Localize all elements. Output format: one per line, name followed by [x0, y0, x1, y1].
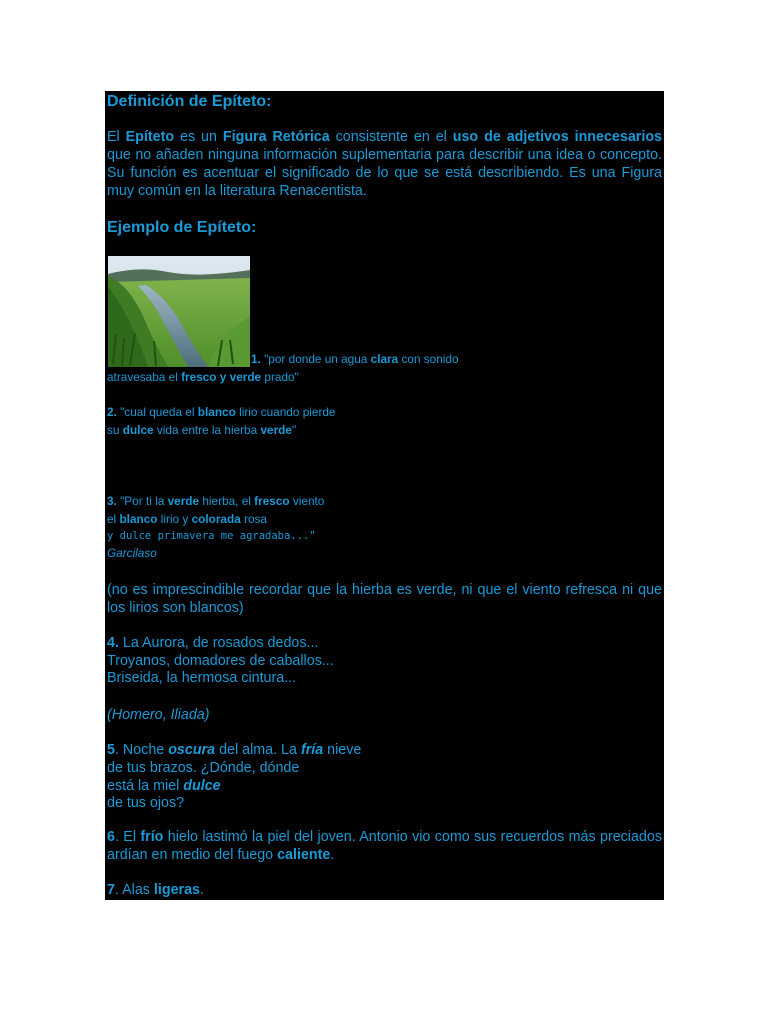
example-number: 5 — [107, 742, 115, 758]
bold-term: uso de adjetivos innecesarios — [452, 129, 663, 145]
example-3-line-3: y dulce primavera me agradaba..." — [107, 530, 316, 542]
text: "Por ti la — [116, 494, 168, 508]
example-heading: Ejemplo de Epíteto: — [107, 219, 257, 236]
stream-meadow-photo — [108, 256, 250, 367]
example-3-line-2 — [107, 511, 267, 529]
example-5-line-2: de tus brazos. ¿Dónde, dónde — [107, 760, 300, 776]
text: atravesaba el — [107, 370, 182, 384]
epithet: fresco y verde — [181, 370, 262, 384]
example-5-line-1 — [107, 741, 361, 759]
epithet: colorada — [191, 512, 241, 526]
epithet: clara — [370, 352, 399, 366]
example-number: 1. — [251, 352, 261, 366]
document-body — [105, 91, 664, 900]
epithet: verde — [260, 423, 292, 437]
example-number: 4. — [107, 635, 119, 651]
example-5-line-3 — [107, 777, 221, 795]
epithet: ligeras — [153, 882, 201, 898]
text: que no añaden ninguna información suplementaria para describir una idea o concepto. Su función es acentuar el significado de lo que se está describiendo. Es una Figura muy común en la literatura Renacentista. — [107, 147, 662, 199]
example-7-line — [107, 881, 204, 899]
epithet: blanco — [197, 405, 236, 419]
example-number: 6 — [107, 829, 115, 845]
text: del alma. La — [215, 742, 301, 758]
text: . El — [114, 829, 141, 845]
bold-term: Epíteto — [125, 129, 175, 145]
text: está la miel — [107, 778, 184, 794]
epithet: caliente — [277, 847, 331, 863]
example-number: 7 — [107, 882, 115, 898]
text: su — [107, 423, 123, 437]
example-6-paragraph — [107, 828, 662, 864]
text: . — [330, 847, 335, 863]
example-3-line-1 — [107, 493, 324, 511]
text: lirio y — [157, 512, 192, 526]
text: nieve — [323, 742, 362, 758]
text: . Noche — [114, 742, 169, 758]
note-paragraph: (no es imprescindible recordar que la hierba es verde, ni que el viento refresca ni que los lirios son blancos) — [107, 582, 662, 616]
definition-paragraph — [107, 128, 662, 200]
text: prado" — [261, 370, 299, 384]
text: "cual queda el — [116, 405, 198, 419]
text: consistente en el — [329, 129, 453, 145]
text: . Alas — [114, 882, 154, 898]
text: vida entre la hierba — [153, 423, 261, 437]
example-4-line-3: Briseida, la hermosa cintura... — [107, 670, 297, 686]
epithet: blanco — [119, 512, 158, 526]
example-number: 3. — [107, 494, 117, 508]
text: es un — [174, 129, 223, 145]
example-3-author: Garcilaso — [107, 546, 157, 560]
text: "por donde un agua — [260, 352, 371, 366]
example-2-line-2 — [107, 422, 296, 440]
text: lirio cuando pierde — [235, 405, 336, 419]
example-1-line-2 — [107, 369, 299, 387]
epithet: verde — [167, 494, 200, 508]
text: con sonido — [398, 352, 459, 366]
epithet: dulce — [183, 778, 221, 794]
example-1-line-1 — [251, 351, 459, 369]
text: hierba, el — [199, 494, 255, 508]
text: hielo lastimó la piel del joven. Antonio vio como sus recuerdos más preciados ardían en medio del fuego — [107, 829, 662, 863]
example-4-source: (Homero, Iliada) — [107, 707, 210, 723]
text: La Aurora, de rosados dedos... — [118, 635, 319, 651]
text: " — [291, 423, 297, 437]
example-4-line-2: Troyanos, domadores de caballos... — [107, 653, 334, 669]
epithet: fresco — [254, 494, 290, 508]
text: viento — [289, 494, 325, 508]
bold-term: Figura Retórica — [222, 129, 330, 145]
example-number: 2. — [107, 405, 117, 419]
text: . — [200, 882, 204, 898]
example-4-line-1 — [107, 634, 318, 652]
text: rosa — [240, 512, 267, 526]
example-2-line-1 — [107, 404, 336, 422]
epithet: oscura — [168, 742, 216, 758]
epithet: frío — [140, 829, 164, 845]
epithet: fría — [300, 742, 324, 758]
example-5-line-4: de tus ojos? — [107, 795, 185, 811]
text: El — [107, 129, 126, 145]
epithet: dulce — [122, 423, 154, 437]
definition-heading: Definición de Epíteto: — [107, 93, 272, 110]
text: el — [107, 512, 120, 526]
